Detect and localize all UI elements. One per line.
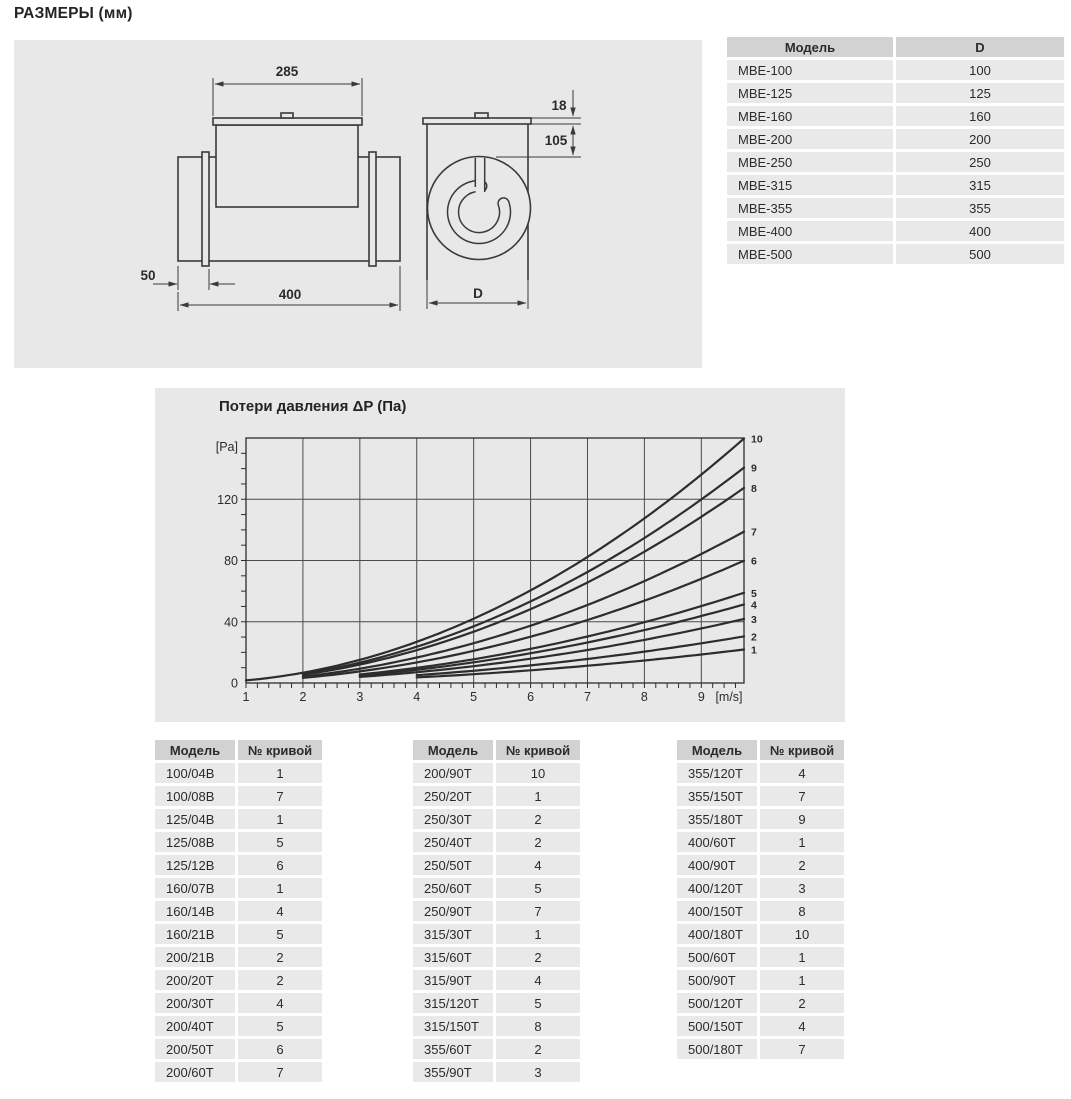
model-cell: 400/150Т — [677, 901, 757, 921]
table-row — [727, 221, 1064, 241]
table-row — [413, 993, 580, 1013]
model-cell: 200/40Т — [155, 1016, 235, 1036]
model-cell: 200/60Т — [155, 1062, 235, 1082]
table-row — [677, 1039, 844, 1059]
column-header: № кривой — [760, 740, 844, 760]
model-cell: 250/90Т — [413, 901, 493, 921]
value-cell: 7 — [238, 786, 322, 806]
table-row — [155, 970, 322, 990]
model-cell: 250/50Т — [413, 855, 493, 875]
chart-title: Потери давления ΔP (Па) — [219, 398, 407, 415]
column-header: Модель — [677, 740, 757, 760]
table-row — [413, 855, 580, 875]
model-cell: 500/90Т — [677, 970, 757, 990]
dim-label-diameter: D — [473, 286, 483, 301]
x-tick-label: 4 — [413, 690, 421, 704]
model-cell: 400/180Т — [677, 924, 757, 944]
model-cell: 315/90Т — [413, 970, 493, 990]
model-cell: 500/60Т — [677, 947, 757, 967]
table-row — [155, 763, 322, 783]
y-tick-label: 80 — [224, 554, 238, 568]
model-cell: 100/04В — [155, 763, 235, 783]
value-cell: 8 — [760, 901, 844, 921]
table-row — [727, 198, 1064, 218]
header-row — [413, 740, 580, 760]
curve-number-label: 8 — [751, 482, 757, 495]
model-cell: 160/07В — [155, 878, 235, 898]
x-tick-label: 7 — [584, 690, 591, 704]
model-cell: 500/150Т — [677, 1016, 757, 1036]
model-cell: 355/90Т — [413, 1062, 493, 1082]
model-cell: 200/90Т — [413, 763, 493, 783]
x-tick-label: 5 — [470, 690, 478, 704]
table-row — [155, 809, 322, 829]
value-cell: 2 — [496, 809, 580, 829]
model-cell: МВЕ-100 — [727, 60, 893, 80]
pressure-curve-9 — [303, 468, 744, 674]
table-row — [413, 878, 580, 898]
value-cell: 9 — [760, 809, 844, 829]
table-row — [155, 1062, 322, 1082]
table-row — [727, 244, 1064, 264]
table-row — [677, 970, 844, 990]
value-cell: 5 — [238, 1016, 322, 1036]
column-header: D — [896, 37, 1064, 57]
model-cell: 315/150Т — [413, 1016, 493, 1036]
value-cell: 7 — [760, 1039, 844, 1059]
value-cell: 100 — [896, 60, 1064, 80]
table-row — [413, 947, 580, 967]
model-cell: 400/90Т — [677, 855, 757, 875]
model-cell: 200/21В — [155, 947, 235, 967]
pressure-chart-panel — [155, 388, 845, 722]
value-cell: 2 — [496, 947, 580, 967]
model-cell: 500/120Т — [677, 993, 757, 1013]
x-tick-label: 8 — [640, 690, 648, 704]
value-cell: 4 — [496, 855, 580, 875]
table-row — [677, 832, 844, 852]
value-cell: 2 — [496, 832, 580, 852]
table-row — [413, 809, 580, 829]
table-row — [155, 924, 322, 944]
curve-number-label: 2 — [751, 631, 757, 644]
table-row — [677, 878, 844, 898]
value-cell: 4 — [496, 970, 580, 990]
curve-number-label: 6 — [751, 555, 757, 568]
dim-label-top-width: 285 — [275, 64, 299, 79]
pressure-loss-chart — [155, 388, 845, 722]
page-title: РАЗМЕРЫ (мм) — [14, 5, 133, 22]
curve-table-2 — [410, 737, 583, 1085]
size-table — [724, 34, 1067, 267]
model-cell: 500/180Т — [677, 1039, 757, 1059]
table-row — [413, 786, 580, 806]
value-cell: 5 — [238, 924, 322, 944]
x-axis-unit-label: [m/s] — [715, 690, 743, 704]
value-cell: 3 — [496, 1062, 580, 1082]
x-tick-label: 9 — [697, 690, 705, 704]
table-row — [727, 175, 1064, 195]
value-cell: 2 — [238, 947, 322, 967]
value-cell: 6 — [238, 1039, 322, 1059]
model-cell: 160/14В — [155, 901, 235, 921]
column-header: Модель — [155, 740, 235, 760]
value-cell: 160 — [896, 106, 1064, 126]
value-cell: 6 — [238, 855, 322, 875]
dim-label-lid-height: 18 — [551, 98, 567, 113]
value-cell: 1 — [760, 947, 844, 967]
model-cell: МВЕ-200 — [727, 129, 893, 149]
table-row — [413, 924, 580, 944]
model-cell: 315/120Т — [413, 993, 493, 1013]
table-row — [155, 993, 322, 1013]
curve-number-label: 10 — [751, 433, 763, 446]
model-cell: МВЕ-125 — [727, 83, 893, 103]
value-cell: 7 — [496, 901, 580, 921]
model-cell: 100/08В — [155, 786, 235, 806]
value-cell: 2 — [760, 993, 844, 1013]
model-cell: МВЕ-355 — [727, 198, 893, 218]
x-tick-label: 2 — [299, 690, 307, 704]
dim-label-flange-offset: 50 — [140, 268, 156, 283]
x-tick-label: 1 — [242, 690, 250, 704]
curve-number-label: 1 — [751, 644, 757, 657]
value-cell: 315 — [896, 175, 1064, 195]
y-tick-label: 120 — [217, 492, 238, 507]
heater-side-view — [423, 113, 531, 280]
table-row — [677, 924, 844, 944]
table-row — [413, 1039, 580, 1059]
value-cell: 355 — [896, 198, 1064, 218]
value-cell: 1 — [760, 832, 844, 852]
value-cell: 7 — [760, 786, 844, 806]
model-cell: МВЕ-250 — [727, 152, 893, 172]
column-header: № кривой — [238, 740, 322, 760]
model-cell: 250/60Т — [413, 878, 493, 898]
table-row — [413, 763, 580, 783]
value-cell: 7 — [238, 1062, 322, 1082]
table-row — [677, 1016, 844, 1036]
table-row — [727, 129, 1064, 149]
model-cell: 125/12В — [155, 855, 235, 875]
value-cell: 4 — [760, 763, 844, 783]
model-cell: 250/30Т — [413, 809, 493, 829]
value-cell: 4 — [760, 1016, 844, 1036]
table-row — [155, 1039, 322, 1059]
header-row — [727, 37, 1064, 57]
pressure-curve-10 — [246, 439, 744, 681]
dim-label-box-height: 105 — [544, 133, 568, 148]
header-row — [155, 740, 322, 760]
table-row — [727, 152, 1064, 172]
table-row — [677, 809, 844, 829]
table-row — [155, 786, 322, 806]
table-row — [413, 1016, 580, 1036]
value-cell: 10 — [496, 763, 580, 783]
value-cell: 125 — [896, 83, 1064, 103]
value-cell: 500 — [896, 244, 1064, 264]
model-cell: МВЕ-400 — [727, 221, 893, 241]
table-row — [727, 83, 1064, 103]
table-row — [677, 993, 844, 1013]
model-cell: МВЕ-315 — [727, 175, 893, 195]
model-cell: МВЕ-160 — [727, 106, 893, 126]
value-cell: 5 — [496, 878, 580, 898]
model-cell: 400/60Т — [677, 832, 757, 852]
model-cell: 125/04В — [155, 809, 235, 829]
curve-table-1 — [152, 737, 325, 1085]
table-row — [413, 1062, 580, 1082]
value-cell: 8 — [496, 1016, 580, 1036]
pressure-curve-4 — [360, 604, 744, 675]
value-cell: 3 — [760, 878, 844, 898]
value-cell: 4 — [238, 993, 322, 1013]
model-cell: 250/20Т — [413, 786, 493, 806]
model-cell: 200/20Т — [155, 970, 235, 990]
model-cell: 355/120Т — [677, 763, 757, 783]
model-cell: 160/21В — [155, 924, 235, 944]
y-tick-label: 40 — [224, 615, 238, 630]
table-row — [677, 947, 844, 967]
model-cell: 355/150Т — [677, 786, 757, 806]
model-cell: 315/60Т — [413, 947, 493, 967]
table-row — [677, 855, 844, 875]
value-cell: 1 — [496, 924, 580, 944]
value-cell: 1 — [238, 809, 322, 829]
curve-number-label: 9 — [751, 462, 757, 475]
dim-label-length: 400 — [278, 287, 302, 302]
curve-number-label: 5 — [751, 587, 757, 600]
value-cell: 200 — [896, 129, 1064, 149]
y-axis-unit-label: [Pa] — [215, 440, 238, 454]
value-cell: 5 — [238, 832, 322, 852]
model-cell: 200/30Т — [155, 993, 235, 1013]
table-row — [155, 947, 322, 967]
dimensions-drawing-panel — [14, 40, 702, 368]
value-cell: 250 — [896, 152, 1064, 172]
table-row — [155, 878, 322, 898]
curve-number-label: 4 — [751, 599, 757, 612]
dimension-drawing — [14, 40, 700, 368]
model-cell: 355/180Т — [677, 809, 757, 829]
table-row — [413, 901, 580, 921]
column-header: Модель — [727, 37, 893, 57]
y-tick-label: 0 — [231, 676, 238, 691]
value-cell: 2 — [238, 970, 322, 990]
model-cell: 355/60Т — [413, 1039, 493, 1059]
model-cell: 315/30Т — [413, 924, 493, 944]
table-row — [155, 855, 322, 875]
column-header: Модель — [413, 740, 493, 760]
curve-number-label: 3 — [751, 613, 757, 626]
heater-front-view — [178, 113, 400, 266]
value-cell: 10 — [760, 924, 844, 944]
table-row — [155, 832, 322, 852]
x-tick-label: 6 — [527, 690, 535, 704]
table-row — [413, 832, 580, 852]
model-cell: 200/50Т — [155, 1039, 235, 1059]
table-row — [677, 786, 844, 806]
column-header: № кривой — [496, 740, 580, 760]
model-cell: 400/120Т — [677, 878, 757, 898]
value-cell: 1 — [238, 878, 322, 898]
value-cell: 4 — [238, 901, 322, 921]
table-row — [727, 106, 1064, 126]
model-cell: МВЕ-500 — [727, 244, 893, 264]
value-cell: 1 — [760, 970, 844, 990]
model-cell: 125/08В — [155, 832, 235, 852]
table-row — [677, 763, 844, 783]
value-cell: 400 — [896, 221, 1064, 241]
table-row — [677, 901, 844, 921]
table-row — [413, 970, 580, 990]
curve-table-3 — [674, 737, 847, 1062]
table-row — [155, 901, 322, 921]
value-cell: 1 — [238, 763, 322, 783]
header-row — [677, 740, 844, 760]
model-cell: 250/40Т — [413, 832, 493, 852]
curve-number-label: 7 — [751, 526, 757, 539]
x-tick-label: 3 — [356, 690, 364, 704]
table-row — [727, 60, 1064, 80]
value-cell: 5 — [496, 993, 580, 1013]
table-row — [155, 1016, 322, 1036]
value-cell: 2 — [496, 1039, 580, 1059]
value-cell: 1 — [496, 786, 580, 806]
value-cell: 2 — [760, 855, 844, 875]
